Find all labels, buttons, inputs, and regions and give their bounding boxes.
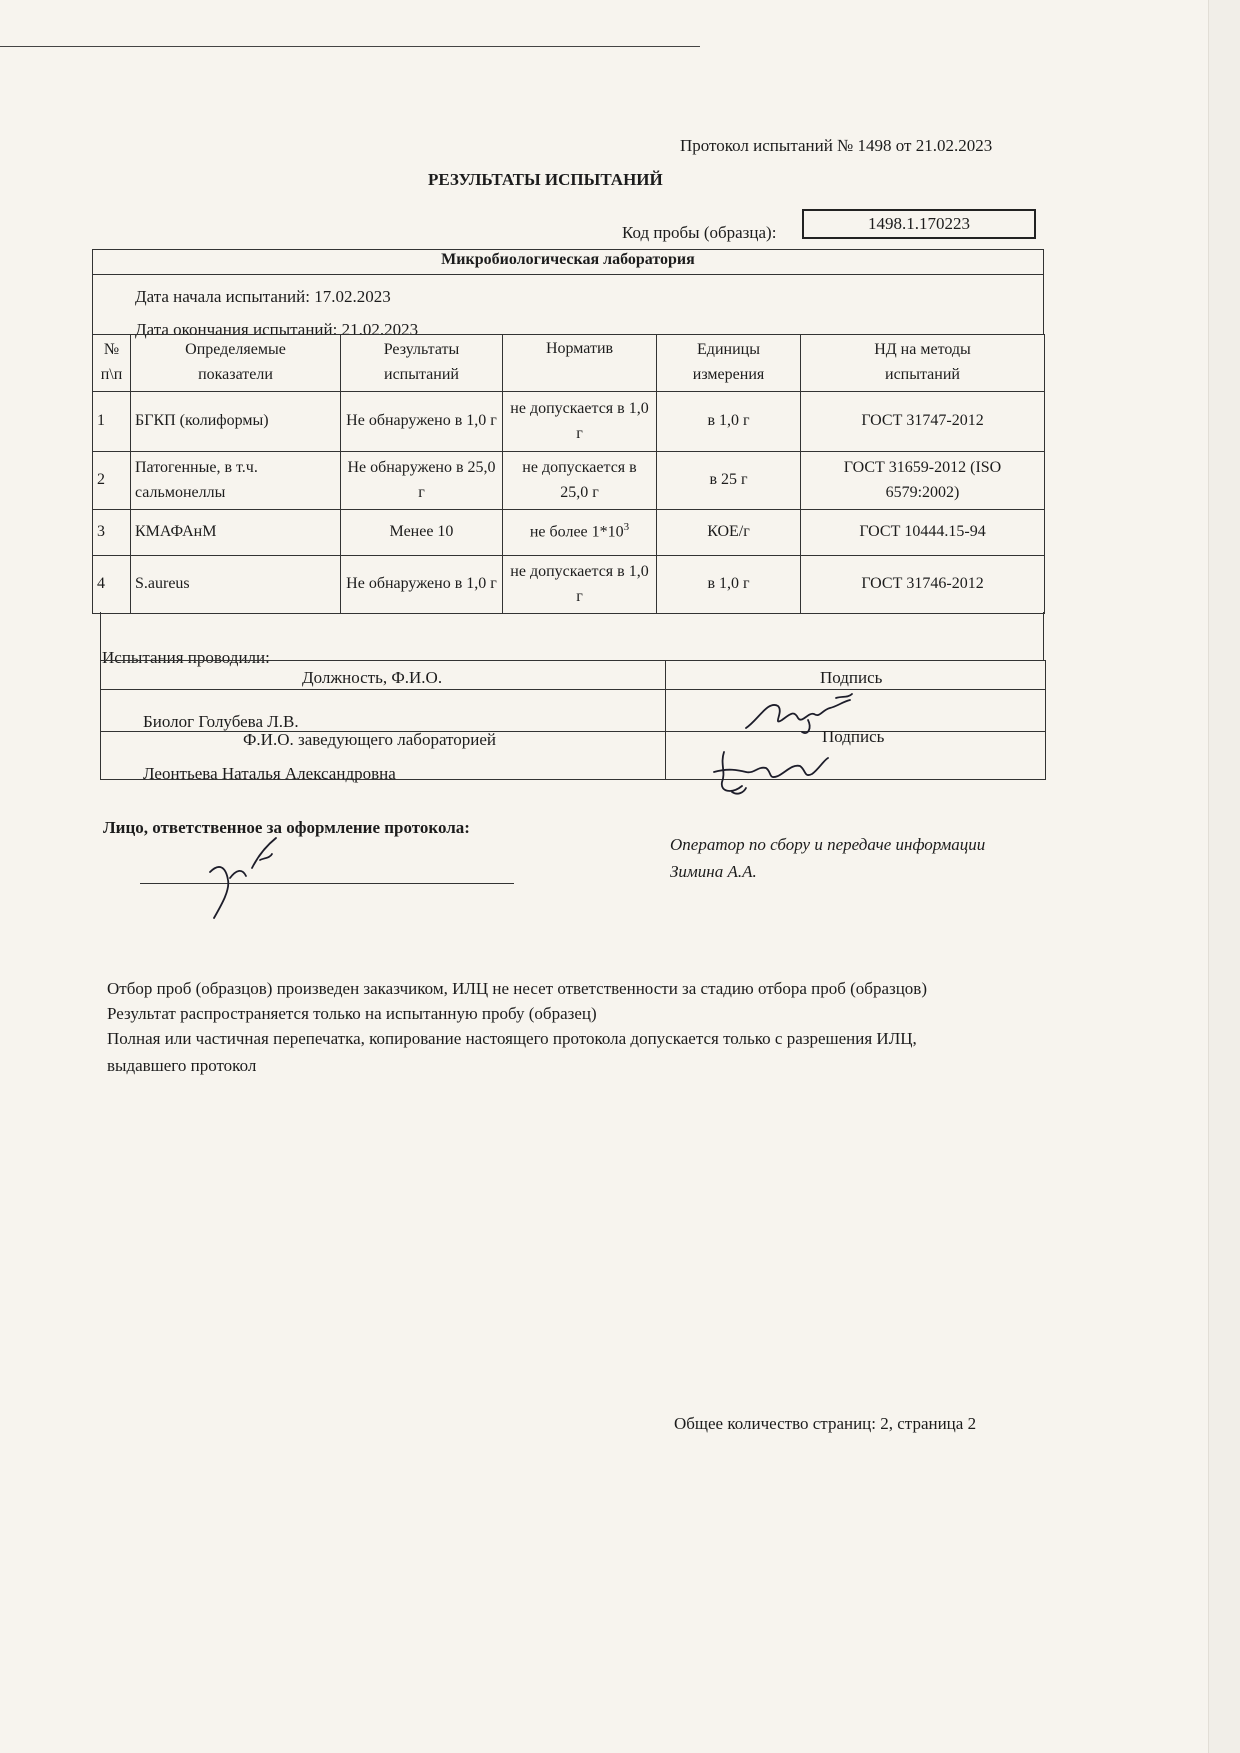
signature-header-2: Подпись: [822, 727, 885, 746]
protocol-header: Протокол испытаний № 1498 от 21.02.2023: [680, 136, 993, 155]
row-method: ГОСТ 10444.15-94: [801, 510, 1045, 556]
page-title: РЕЗУЛЬТАТЫ ИСПЫТАНИЙ: [428, 170, 663, 189]
lab-head-header: Ф.И.О. заведующего лабораторией: [243, 730, 497, 749]
col-header-unit-line2: измерения: [692, 366, 765, 383]
operator-name: Зимина А.А.: [670, 862, 757, 881]
scan-page-edge: [1208, 0, 1240, 1753]
col-header-result: [341, 335, 503, 392]
col-header-method: [801, 335, 1045, 392]
responsible-signature-line: [140, 883, 514, 884]
date-start: Дата начала испытаний: 17.02.2023: [135, 287, 391, 306]
row-norm-exponent: 3: [623, 521, 630, 534]
col-header-norm-text: Норматив: [545, 340, 614, 357]
row-norm: не допускается в 25,0 г: [503, 452, 657, 510]
row-norm-base: не более 1*10: [529, 523, 624, 541]
row-norm: не допускается в 1,0 г: [503, 392, 657, 452]
col-header-indicator: [131, 335, 341, 392]
signature-header-divider: [100, 689, 1046, 690]
row-unit: КОЕ/г: [657, 510, 801, 556]
operator-role: Оператор по сбору и передаче информации: [670, 835, 986, 854]
col-header-num-line2: п\п: [100, 366, 123, 383]
row-indicator: КМАФАнМ: [131, 510, 341, 556]
sample-code-box: 1498.1.170223: [802, 209, 1036, 239]
sample-code-label: Код пробы (образца):: [622, 223, 777, 242]
page-count: Общее количество страниц: 2, страница 2: [674, 1414, 977, 1433]
row-indicator: S.aureus: [131, 556, 341, 614]
table-row: [93, 556, 1045, 614]
table-row: [93, 452, 1045, 510]
row-num: 2: [93, 452, 131, 510]
date-end: Дата окончания испытаний: 21.02.2023: [135, 320, 419, 339]
row-result: Не обнаружено в 1,0 г: [341, 556, 503, 614]
row-indicator: Патогенные, в т.ч. сальмонеллы: [131, 452, 341, 510]
signature-header: Подпись: [820, 668, 883, 687]
position-header: Должность, Ф.И.О.: [302, 668, 443, 687]
row-num: 4: [93, 556, 131, 614]
col-header-result-line2: испытаний: [384, 366, 459, 383]
scan-edge-line: [0, 46, 700, 47]
table-row: [93, 510, 1045, 556]
biologist-signature: [738, 690, 858, 740]
row-indicator: БГКП (колиформы): [131, 392, 341, 452]
table-header-row: [93, 335, 1045, 392]
note-scope: Результат распространяется только на испытанную пробу (образец): [107, 1004, 597, 1023]
col-header-indicator-line1: Определяемые: [185, 341, 286, 359]
row-num: 3: [93, 510, 131, 556]
lab-title-divider: [92, 274, 1044, 275]
table-row: [93, 392, 1045, 452]
col-header-num: [93, 335, 131, 392]
note-copy: Полная или частичная перепечатка, копирование настоящего протокола допускается только с разрешения ИЛЦ,: [107, 1029, 917, 1048]
row-norm: [503, 510, 657, 556]
col-header-indicator-line2: показатели: [198, 366, 273, 383]
row-method: ГОСТ 31747-2012: [801, 392, 1045, 452]
col-header-unit: [657, 335, 801, 392]
row-method: ГОСТ 31746-2012: [801, 556, 1045, 614]
row-method: ГОСТ 31659-2012 (ISO 6579:2002): [801, 452, 1045, 510]
row-unit: в 1,0 г: [657, 556, 801, 614]
row-unit: в 1,0 г: [657, 392, 801, 452]
responsible-label: Лицо, ответственное за оформление протокола:: [103, 818, 470, 837]
note-sampling: Отбор проб (образцов) произведен заказчиком, ИЛЦ не несет ответственности за стадию отбора проб (образцов): [107, 979, 927, 998]
col-header-method-line2: испытаний: [885, 366, 960, 383]
row-norm: не допускается в 1,0 г: [503, 556, 657, 614]
tested-by-label: Испытания проводили:: [102, 648, 270, 667]
col-header-method-line1: НД на методы: [874, 341, 971, 359]
lab-head-signature: [708, 742, 836, 798]
col-header-result-line1: Результаты: [383, 341, 460, 359]
signature-column-divider: [665, 660, 666, 780]
lab-title: Микробиологическая лаборатория: [441, 251, 695, 268]
responsible-signature: [200, 832, 310, 922]
col-header-norm: [503, 335, 657, 392]
note-copy-cont: выдавшего протокол: [107, 1056, 257, 1075]
biologist-name: Биолог Голубева Л.В.: [143, 712, 299, 731]
row-result: Не обнаружено в 1,0 г: [341, 392, 503, 452]
row-num: 1: [93, 392, 131, 452]
col-header-unit-line1: Единицы: [697, 341, 760, 359]
row-result: Не обнаружено в 25,0 г: [341, 452, 503, 510]
results-table: [92, 334, 1045, 614]
col-header-num-line1: №: [103, 341, 120, 359]
row-unit: в 25 г: [657, 452, 801, 510]
row-result: Менее 10: [341, 510, 503, 556]
lab-head-name: Леонтьева Наталья Александровна: [143, 764, 396, 783]
